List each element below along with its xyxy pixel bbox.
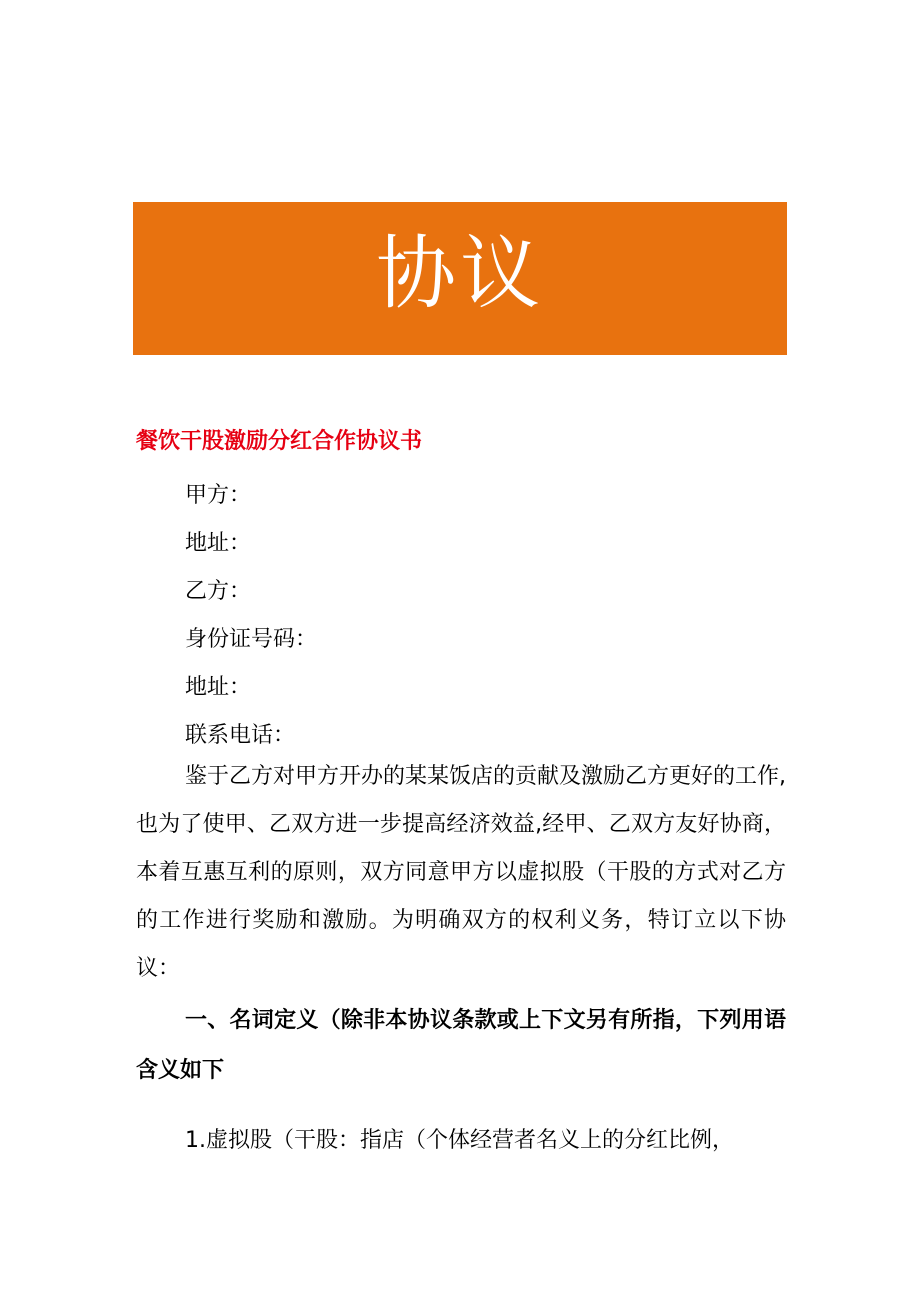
- id-number-label: 身份证号码：: [185, 627, 318, 652]
- document-title: 餐饮干股激励分红合作协议书: [136, 429, 423, 454]
- party-b-address-label: 地址：: [185, 675, 252, 700]
- title-banner: [133, 202, 787, 355]
- party-a-label: 甲方：: [185, 483, 252, 508]
- phone-label: 联系电话：: [185, 723, 296, 748]
- section-heading: 一、名词定义（除非本协议条款或上下文另有所指，下列用语含义如下: [136, 1008, 786, 1083]
- party-a-address-label: 地址：: [185, 531, 252, 556]
- banner-title: 协议: [376, 226, 544, 320]
- intro-paragraph: 鉴于乙方对甲方开办的某某饭店的贡献及激励乙方更好的工作,也为了使甲、乙双方进一步提高经济效益,经甲、乙双方友好协商，本着互惠互利的原则，双方同意甲方以虚拟股（干股的方式对乙方的工作进行奖励和激励。为明确双方的权利义务，特订立以下协议：: [136, 764, 786, 981]
- party-b-label: 乙方：: [185, 579, 252, 604]
- clause-item: 1.虚拟股（干股：指店（个体经营者名义上的分红比例，: [185, 1128, 734, 1153]
